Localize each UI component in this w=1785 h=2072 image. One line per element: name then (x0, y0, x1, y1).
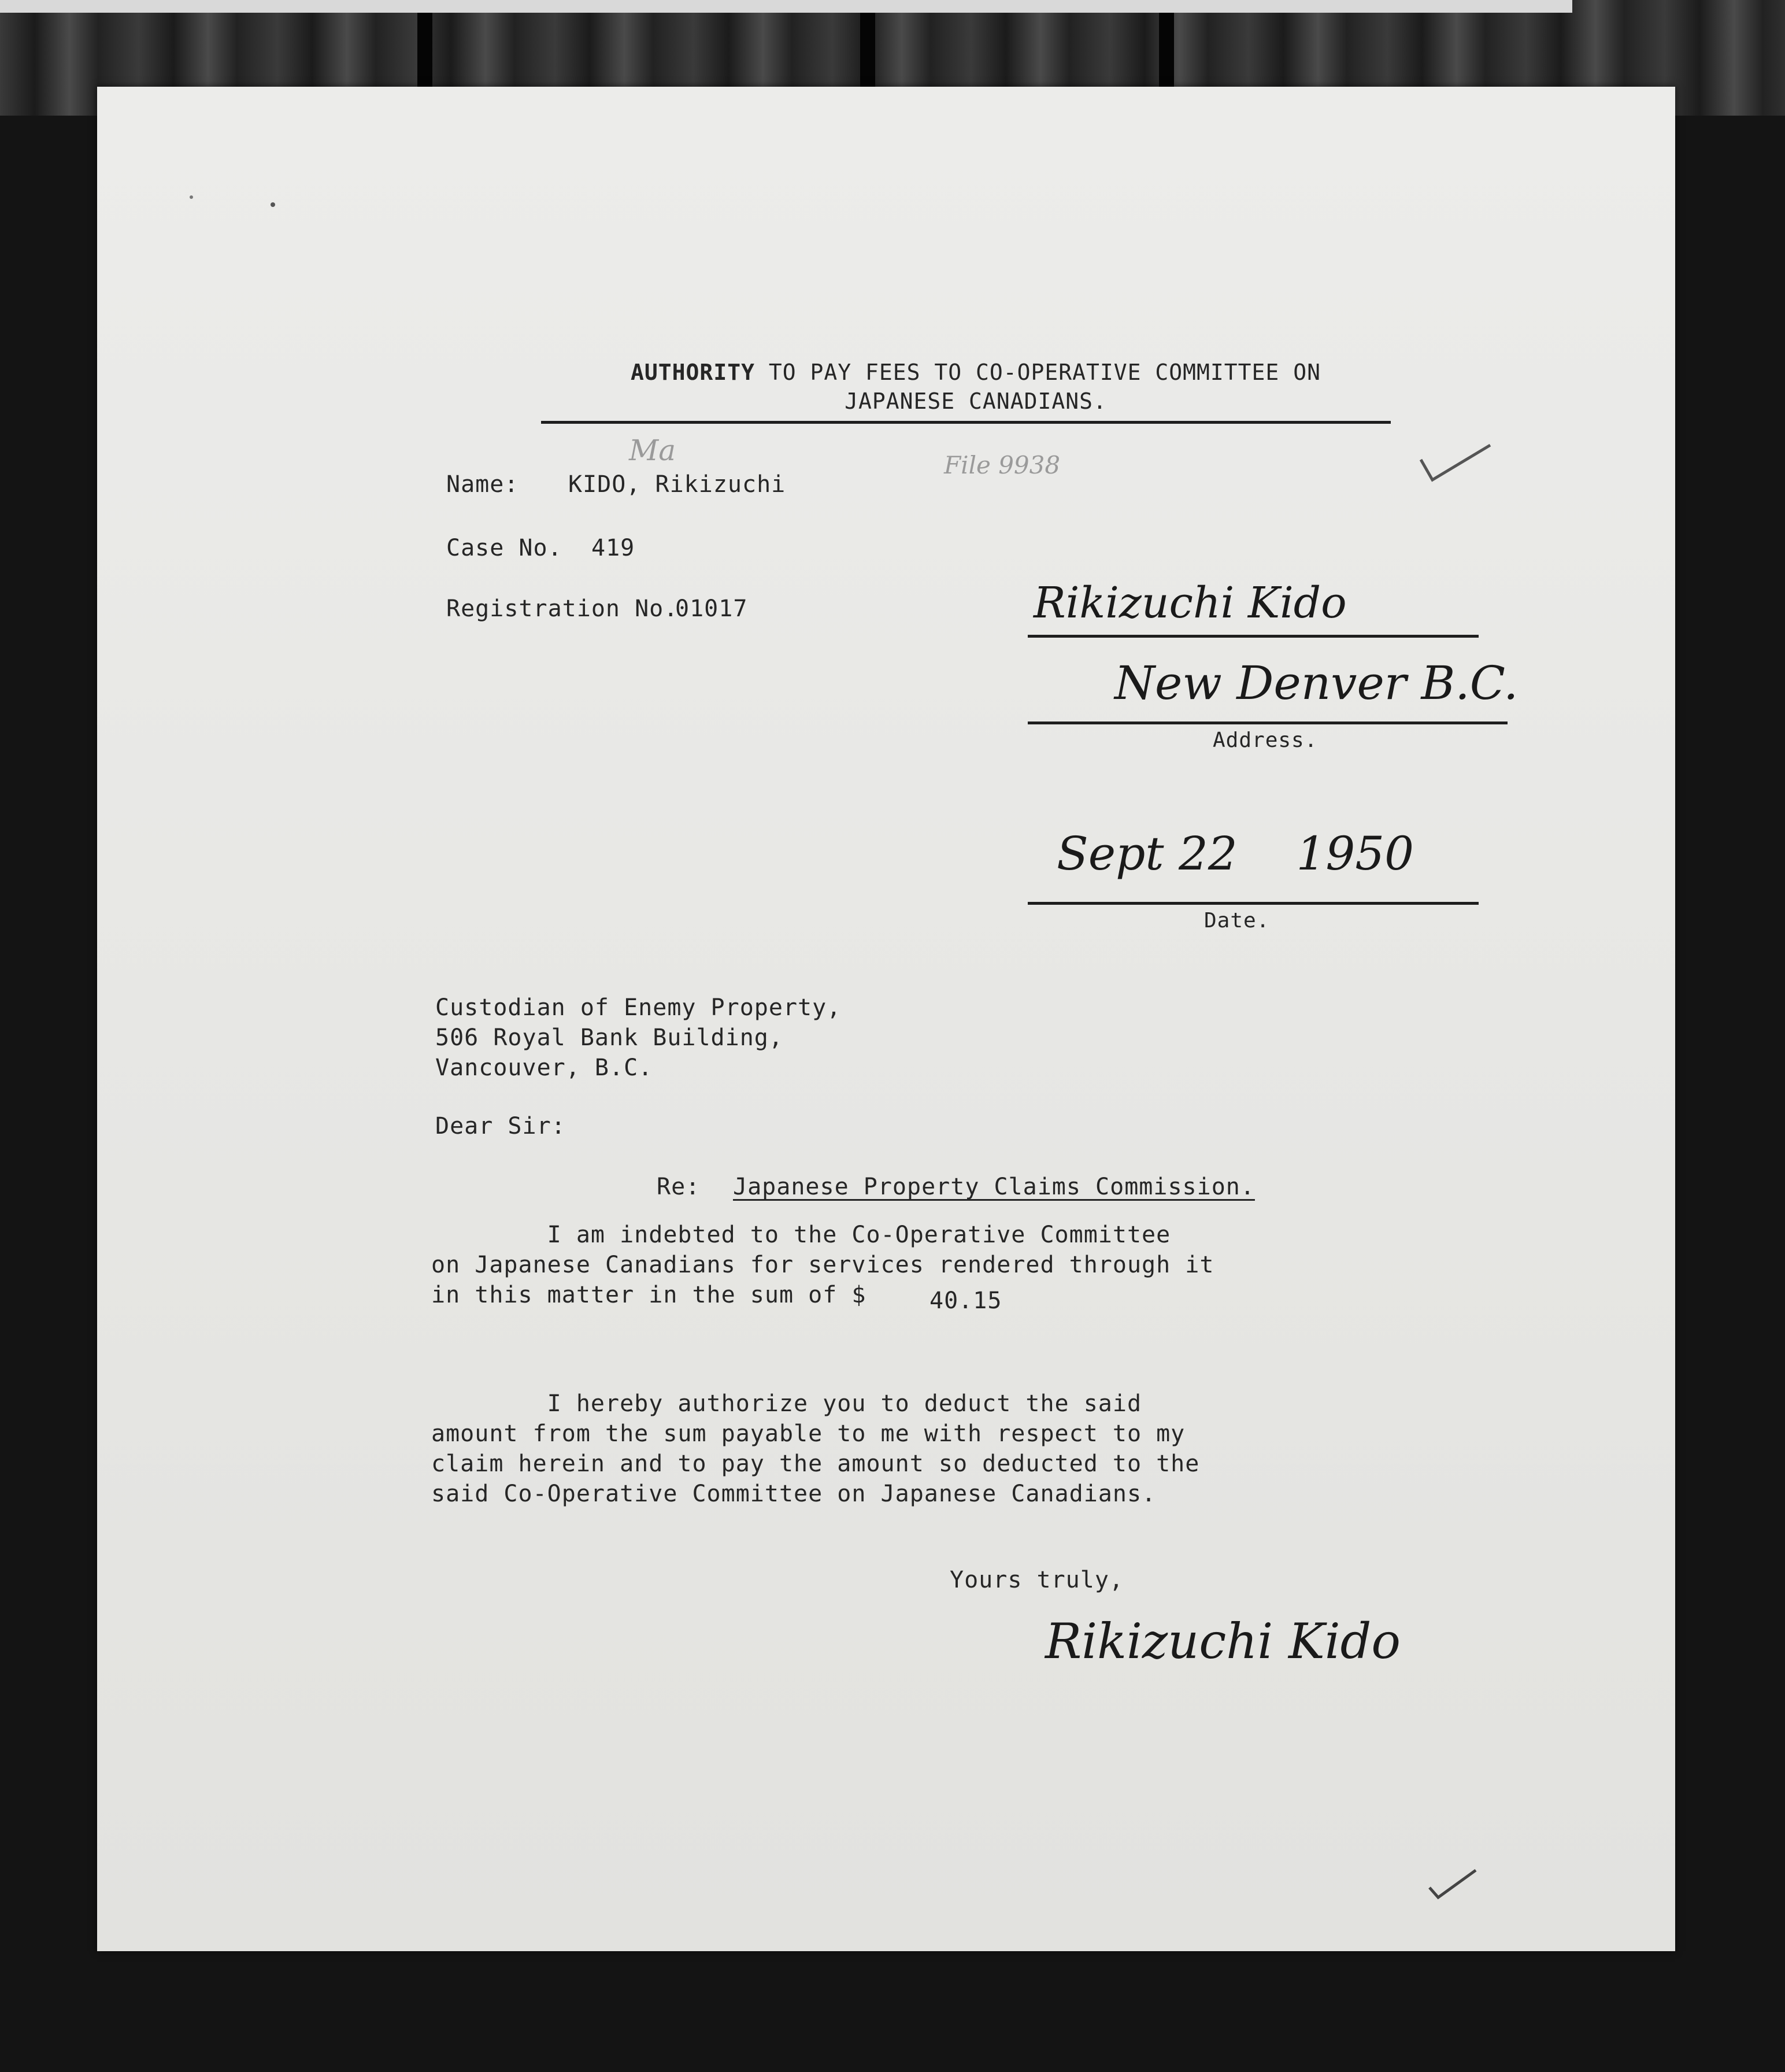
amount-value: 40.15 (929, 1287, 1002, 1314)
recipient-line-2: 506 Royal Bank Building, (435, 1024, 783, 1051)
checkmark-icon (1415, 439, 1496, 486)
handwritten-initials: Ma (629, 434, 676, 467)
recipient-line-3: Vancouver, B.C. (435, 1054, 653, 1081)
paragraph-1-line-3: in this matter in the sum of $ (431, 1282, 866, 1308)
handwritten-name: Rikizuchi Kido (1034, 578, 1347, 628)
date-label: Date. (1204, 909, 1270, 933)
name-line (1028, 635, 1479, 638)
registration-number-value: 01017 (675, 595, 748, 622)
name-label: Name: (446, 471, 519, 498)
file-number-note: File 9938 (944, 451, 1061, 479)
handwritten-date: Sept 22 1950 (1057, 827, 1414, 880)
paragraph-1-line-1: I am indebted to the Co-Operative Committee (431, 1222, 1171, 1248)
paper-speck (190, 195, 193, 199)
case-number-label: Case No. (446, 535, 562, 561)
checkmark-icon (1427, 1867, 1479, 1902)
date-line (1028, 902, 1479, 905)
salutation: Dear Sir: (435, 1113, 566, 1139)
paper-speck (271, 202, 275, 207)
recipient-line-1: Custodian of Enemy Property, (435, 994, 842, 1021)
signature: Rikizuchi Kido (1045, 1613, 1401, 1670)
document-title-line2: JAPANESE CANADIANS. (845, 388, 1107, 414)
handwritten-address: New Denver B.C. (1114, 656, 1519, 710)
paragraph-1-line-2: on Japanese Canadians for services rendered through it (431, 1252, 1214, 1278)
paragraph-2-line-3: claim herein and to pay the amount so deducted to the (431, 1451, 1200, 1477)
registration-number-label: Registration No. (446, 595, 679, 622)
paragraph-2-line-2: amount from the sum payable to me with respect to my (431, 1420, 1186, 1447)
closing: Yours truly, (950, 1567, 1124, 1593)
name-value: KIDO, Rikizuchi (568, 471, 786, 498)
paragraph-2-line-1: I hereby authorize you to deduct the said (431, 1390, 1142, 1417)
document-page (97, 87, 1675, 1951)
re-subject: Japanese Property Claims Commission. (733, 1174, 1255, 1200)
film-edge (0, 0, 1572, 13)
address-label: Address. (1213, 728, 1318, 752)
title-underline (541, 421, 1391, 424)
document-title: AUTHORITY TO PAY FEES TO CO-OPERATIVE COMMITTEE ON (631, 360, 1321, 385)
address-line (1028, 722, 1508, 724)
case-number-value: 419 (591, 535, 635, 561)
paragraph-2-line-4: said Co-Operative Committee on Japanese Canadians. (431, 1481, 1157, 1507)
re-label: Re: (657, 1174, 701, 1200)
